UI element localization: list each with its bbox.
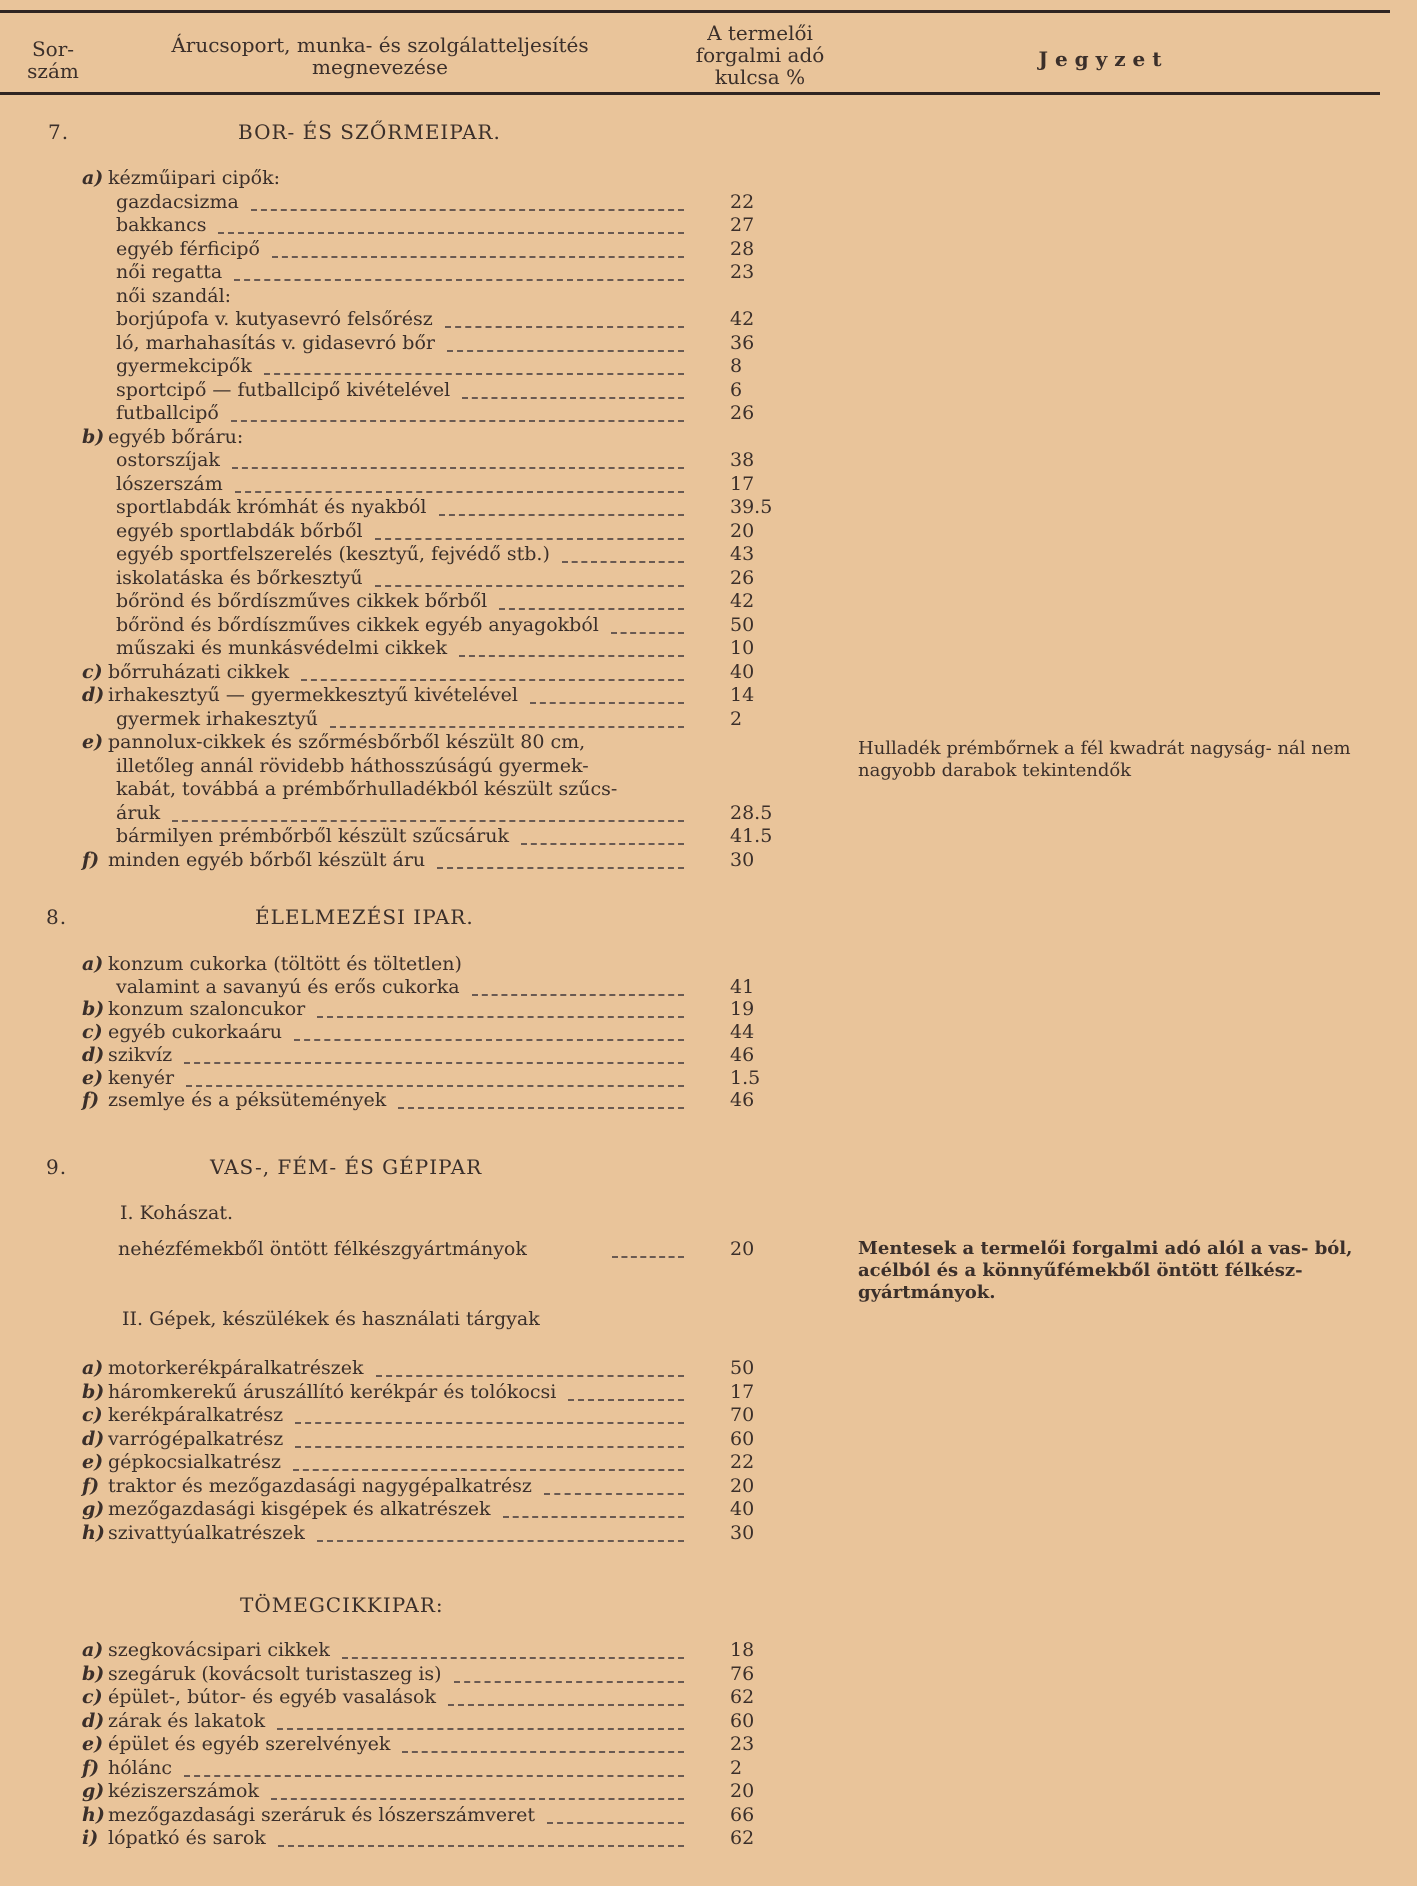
tomegcikk-row-value: 62 bbox=[730, 1686, 755, 1708]
tomegcikk-row-marker: d) bbox=[82, 1709, 105, 1732]
gepek-row-text: mezőgazdasági kisgépek és alkatrészek bbox=[108, 1498, 491, 1520]
bor-row-text: bőrönd és bőrdíszműves cikkek egyéb anyagokból bbox=[116, 613, 599, 636]
tomegcikk-row-leader bbox=[448, 1704, 684, 1706]
bor-row-label bbox=[116, 238, 260, 260]
tomegcikk-row-marker: h) bbox=[82, 1803, 105, 1826]
tomegcikk-row-leader bbox=[547, 1822, 684, 1824]
gepek-row-leader bbox=[376, 1375, 684, 1377]
elelmezes-row-value: 19 bbox=[730, 998, 755, 1021]
bor-row-value: 6 bbox=[730, 378, 743, 401]
gepek-row-text: szivattyúalkatrészek bbox=[108, 1521, 305, 1544]
tomegcikk-row-value: 66 bbox=[730, 1803, 755, 1826]
elelmezes-row-label bbox=[82, 1089, 386, 1111]
bor-row-label bbox=[116, 614, 599, 636]
tomegcikk-row-label bbox=[82, 1780, 259, 1802]
bor-row-text: női regatta bbox=[116, 261, 223, 283]
bor-row-leader bbox=[330, 726, 684, 728]
header-col-no-line2: szám bbox=[27, 59, 79, 83]
elelmezes-row-leader bbox=[317, 1016, 684, 1018]
tomegcikk-row-label bbox=[82, 1827, 266, 1849]
bor-row-label bbox=[116, 473, 223, 495]
bor-row-text: minden egyéb bőrből készült áru bbox=[108, 848, 426, 871]
bor-row-label bbox=[82, 167, 280, 189]
bor-row-leader bbox=[375, 585, 684, 587]
bor-row-text: irhakesztyű — gyermekkesztyű kivételével bbox=[108, 684, 518, 706]
gepek-row-value: 60 bbox=[730, 1427, 755, 1450]
elelmezes-row-marker: c) bbox=[82, 1021, 103, 1044]
bor-row-value: 17 bbox=[730, 472, 755, 495]
bor-row-value: 41.5 bbox=[730, 825, 773, 847]
bor-row-leader bbox=[301, 679, 684, 681]
elelmezes-row-label bbox=[116, 976, 460, 998]
tomegcikk-row-text: szegkovácsipari cikkek bbox=[108, 1639, 330, 1661]
header-col-desc bbox=[130, 34, 630, 78]
gepek-row-leader bbox=[503, 1516, 684, 1518]
tomegcikk-row-value: 62 bbox=[730, 1827, 755, 1849]
bor-row-leader bbox=[234, 279, 684, 281]
elelmezes-row-label bbox=[82, 1021, 282, 1043]
tomegcikk-row-text: szegáruk (kovácsolt turistaszeg is) bbox=[108, 1662, 442, 1685]
bor-row-text: áruk bbox=[116, 801, 161, 824]
tomegcikk-row-text: kéziszerszámok bbox=[108, 1780, 259, 1802]
header-col-desc-line1: Árucsoport, munka- és szolgálatteljesítés bbox=[171, 33, 589, 57]
bor-row-text: bármilyen prémbőrből készült szűcsáruk bbox=[116, 825, 509, 847]
bor-row-text: egyéb férficipő bbox=[116, 237, 260, 260]
bor-row-text: kézműipari cipők: bbox=[108, 167, 281, 189]
tomegcikk-row-leader bbox=[184, 1775, 684, 1777]
elelmezes-row-text: konzum szaloncukor bbox=[108, 998, 306, 1021]
gepek-row-label bbox=[82, 1475, 532, 1497]
bor-row-leader bbox=[437, 867, 684, 869]
bor-row-value: 26 bbox=[730, 566, 755, 589]
bor-row-text: illetőleg annál rövidebb háthosszúságú gyermek- bbox=[116, 754, 589, 777]
tomegcikk-row-label bbox=[82, 1639, 330, 1661]
bor-row-label bbox=[116, 637, 447, 659]
note-hulladek-prembor: Hulladék prémbőrnek a fél kwadrát nagyság- nál nem nagyobb darabok tekintendők bbox=[858, 738, 1351, 781]
bor-row-value: 43 bbox=[730, 543, 755, 565]
tomegcikk-row-value: 76 bbox=[730, 1662, 755, 1685]
bor-row-text: iskolatáska és bőrkesztyű bbox=[116, 566, 363, 589]
gepek-row-marker: c) bbox=[82, 1404, 103, 1426]
elelmezes-row-value: 1.5 bbox=[730, 1066, 761, 1089]
header-col-desc-line2: megnevezése bbox=[312, 55, 448, 79]
gepek-row-leader bbox=[317, 1540, 684, 1542]
tomegcikk-row-text: lópatkó és sarok bbox=[108, 1827, 266, 1849]
bor-row-text: gyermek irhakesztyű bbox=[116, 707, 318, 730]
bor-row-value: 26 bbox=[730, 402, 755, 424]
header-col-rate-line3: kulcsa % bbox=[714, 65, 806, 89]
bor-row-value: 28.5 bbox=[730, 801, 773, 824]
gepek-row-marker: b) bbox=[82, 1380, 105, 1403]
gepek-row-value: 30 bbox=[730, 1521, 755, 1544]
bor-row-label bbox=[116, 355, 252, 377]
elelmezes-row-text: konzum cukorka (töltött és töltetlen) bbox=[108, 953, 462, 975]
elelmezes-row-marker: e) bbox=[82, 1066, 104, 1089]
bor-row-text: bőrönd és bőrdíszműves cikkek bőrből bbox=[116, 590, 488, 612]
tomegcikk-row-leader bbox=[342, 1657, 684, 1659]
elelmezes-row-text: kenyér bbox=[108, 1066, 175, 1089]
tomegcikk-row-text: mezőgazdasági szeráruk és lószerszámveret bbox=[108, 1803, 536, 1826]
gepek-row-text: varrógépalkatrész bbox=[108, 1427, 284, 1450]
bor-row-label bbox=[116, 261, 222, 283]
elelmezes-row-leader bbox=[186, 1085, 684, 1087]
tomegcikk-row-marker: g) bbox=[82, 1780, 105, 1802]
gepek-row-marker: g) bbox=[82, 1498, 105, 1520]
section-8-number: 8. bbox=[46, 905, 68, 929]
gepek-row-value: 40 bbox=[730, 1498, 755, 1520]
bor-row-text: műszaki és munkásvédelmi cikkek bbox=[116, 637, 448, 659]
bor-row-text: egyéb sportfelszerelés (kesztyű, fejvédő stb.) bbox=[116, 543, 550, 565]
tomegcikk-row-label bbox=[82, 1804, 535, 1826]
bor-row-label bbox=[116, 708, 318, 730]
bor-row-label bbox=[116, 332, 435, 354]
gepek-row-leader bbox=[568, 1399, 684, 1401]
section-8-title: ÉLELMEZÉSI IPAR. bbox=[255, 905, 474, 929]
elelmezes-row-marker: f) bbox=[82, 1089, 100, 1112]
bor-row-text: női szandál: bbox=[116, 284, 232, 307]
elelmezes-row-marker: b) bbox=[82, 998, 105, 1021]
elelmezes-row-value: 46 bbox=[730, 1043, 755, 1066]
bor-row-label bbox=[116, 496, 427, 518]
bor-row-leader bbox=[611, 632, 684, 634]
bor-row-marker: d) bbox=[82, 684, 105, 706]
bor-row-text: futballcipő bbox=[116, 402, 219, 424]
gepek-row-label bbox=[82, 1451, 281, 1473]
bor-row-label bbox=[116, 191, 239, 213]
bor-row-value: 30 bbox=[730, 848, 755, 871]
bor-row-label bbox=[82, 661, 289, 683]
gepek-row-label bbox=[82, 1381, 556, 1403]
kohaszat-row-label: nehézfémekből öntött félkészgyártmányok bbox=[118, 1238, 527, 1260]
gepek-row-value: 17 bbox=[730, 1380, 755, 1403]
bor-row-label bbox=[116, 825, 509, 847]
tomegcikk-row-value: 23 bbox=[730, 1733, 755, 1755]
gepek-row-label bbox=[82, 1357, 364, 1379]
tomegcikk-row-marker: f) bbox=[82, 1756, 100, 1779]
bor-row-value: 23 bbox=[730, 261, 755, 283]
bor-row-label bbox=[116, 802, 160, 824]
bor-row-leader bbox=[530, 702, 684, 704]
gepek-row-value: 50 bbox=[730, 1357, 755, 1379]
bor-row-value: 22 bbox=[730, 190, 755, 213]
bor-row-label bbox=[116, 379, 450, 401]
bor-row-value: 50 bbox=[730, 613, 755, 636]
elelmezes-row-label bbox=[82, 998, 305, 1020]
tomegcikk-row-label bbox=[82, 1757, 172, 1779]
gepek-row-leader bbox=[295, 1422, 684, 1424]
gepek-row-value: 70 bbox=[730, 1404, 755, 1426]
gepek-row-label bbox=[82, 1428, 283, 1450]
bor-row-marker: f) bbox=[82, 848, 100, 871]
elelmezes-row-text: egyéb cukorkaáru bbox=[108, 1021, 282, 1044]
bor-row-text: lószerszám bbox=[116, 472, 223, 495]
tomegcikk-row-leader bbox=[402, 1751, 684, 1753]
bor-row-label bbox=[82, 684, 518, 706]
gepek-row-value: 22 bbox=[730, 1451, 755, 1473]
bor-row-leader bbox=[272, 256, 684, 258]
bor-row-label bbox=[116, 285, 231, 307]
bor-row-value: 40 bbox=[730, 660, 755, 683]
bor-row-leader bbox=[264, 373, 684, 375]
gepek-row-marker: e) bbox=[82, 1451, 104, 1473]
tomegcikk-row-label bbox=[82, 1686, 436, 1708]
bor-row-leader bbox=[521, 843, 684, 845]
bor-row-label bbox=[82, 426, 243, 448]
gepek-row-label bbox=[82, 1498, 491, 1520]
elelmezes-row-value: 46 bbox=[730, 1089, 755, 1112]
bor-row-value: 39.5 bbox=[730, 496, 773, 518]
elelmezes-row-text: szikvíz bbox=[108, 1043, 173, 1066]
gepek-row-text: motorkerékpáralkatrészek bbox=[108, 1357, 364, 1379]
bor-row-leader bbox=[459, 655, 684, 657]
bor-row-value: 20 bbox=[730, 519, 755, 542]
bor-row-text: ostorszíjak bbox=[116, 449, 220, 471]
bor-row-text: pannolux-cikkek és szőrmésbőrből készült 80 cm, bbox=[108, 731, 586, 753]
elelmezes-row-text: valamint a savanyú és erős cukorka bbox=[116, 975, 460, 998]
tomegcikk-row-leader bbox=[278, 1845, 684, 1847]
elelmezes-row-leader bbox=[294, 1039, 684, 1041]
gepek-row-label bbox=[82, 1522, 305, 1544]
elelmezes-row-leader bbox=[184, 1062, 684, 1064]
gepek-row-leader bbox=[293, 1469, 684, 1471]
tomegcikk-row-leader bbox=[271, 1798, 684, 1800]
header-col-rate-line2: forgalmi adó bbox=[695, 43, 825, 67]
section-7-number: 7. bbox=[48, 120, 70, 144]
tomegcikk-row-value: 20 bbox=[730, 1780, 755, 1802]
bor-row-leader bbox=[445, 326, 684, 328]
bor-row-leader bbox=[499, 608, 684, 610]
bor-row-text: egyéb sportlabdák bőrből bbox=[116, 519, 363, 542]
gepek-row-marker: a) bbox=[82, 1357, 104, 1379]
tomegcikk-row-value: 18 bbox=[730, 1639, 755, 1661]
bor-row-label bbox=[116, 567, 363, 589]
tomegcikk-row-leader bbox=[277, 1728, 684, 1730]
bor-row-text: borjúpofa v. kutyasevró felsőrész bbox=[116, 308, 433, 330]
gepek-row-leader bbox=[295, 1446, 684, 1448]
bor-row-value: 2 bbox=[730, 707, 743, 730]
bor-row-marker: b) bbox=[82, 425, 105, 448]
bor-row-label bbox=[116, 590, 487, 612]
section-7-title: BOR- ÉS SZŐRMEIPAR. bbox=[238, 120, 501, 144]
header-col-no-line1: Sor- bbox=[31, 37, 75, 61]
gepek-row-text: traktor és mezőgazdasági nagygépalkatrész bbox=[108, 1474, 532, 1497]
section-9-title: VAS-, FÉM- ÉS GÉPIPAR bbox=[210, 1155, 483, 1179]
bor-row-value: 10 bbox=[730, 637, 755, 659]
tomegcikk-row-text: épület és egyéb szerelvények bbox=[108, 1733, 391, 1755]
elelmezes-row-value: 41 bbox=[730, 975, 755, 998]
bor-row-value: 8 bbox=[730, 355, 743, 377]
gepek-row-text: gépkocsialkatrész bbox=[108, 1451, 281, 1473]
section-9-subtitle-gepek: II. Gépek, készülékek és használati tárgyak bbox=[122, 1308, 540, 1330]
bor-row-label bbox=[116, 755, 589, 777]
elelmezes-row-label bbox=[82, 953, 462, 975]
bor-row-leader bbox=[447, 350, 684, 352]
bor-row-text: egyéb bőráru: bbox=[108, 425, 244, 448]
gepek-row-marker: h) bbox=[82, 1521, 105, 1544]
tomegcikk-row-text: zárak és lakatok bbox=[108, 1709, 266, 1732]
gepek-row-label bbox=[82, 1404, 283, 1426]
bor-row-text: gazdacsizma bbox=[116, 190, 239, 213]
gepek-row-marker: d) bbox=[82, 1427, 105, 1450]
tomegcikk-row-leader bbox=[454, 1681, 684, 1683]
header-col-note: J e g y z e t bbox=[1038, 47, 1162, 71]
gepek-row-marker: f) bbox=[82, 1474, 100, 1497]
tomegcikk-row-marker: c) bbox=[82, 1686, 103, 1708]
bor-row-leader bbox=[172, 820, 684, 822]
elelmezes-row-marker: a) bbox=[82, 953, 104, 975]
bor-row-marker: a) bbox=[82, 167, 104, 189]
tomegcikk-row-value: 60 bbox=[730, 1709, 755, 1732]
bor-row-label bbox=[116, 778, 617, 800]
elelmezes-row-label bbox=[82, 1044, 172, 1066]
elelmezes-row-marker: d) bbox=[82, 1043, 105, 1066]
bor-row-value: 42 bbox=[730, 308, 755, 330]
bor-row-value: 42 bbox=[730, 590, 755, 612]
bor-row-text: gyermekcipők bbox=[116, 355, 252, 377]
bor-row-label bbox=[116, 402, 219, 424]
header-col-rate-line1: A termelői bbox=[707, 21, 813, 45]
top-rule bbox=[0, 10, 1390, 13]
tomegcikk-row-marker: e) bbox=[82, 1733, 104, 1755]
gepek-row-text: kerékpáralkatrész bbox=[108, 1404, 284, 1426]
section-9-subtitle-kohaszat: I. Kohászat. bbox=[120, 1202, 234, 1224]
bor-row-marker: e) bbox=[82, 731, 104, 753]
elelmezes-row-label bbox=[82, 1067, 174, 1089]
bor-row-leader bbox=[462, 397, 684, 399]
gepek-row-value: 20 bbox=[730, 1474, 755, 1497]
elelmezes-row-value: 44 bbox=[730, 1021, 755, 1044]
bor-row-label bbox=[116, 214, 206, 236]
header-col-no bbox=[18, 38, 88, 82]
bor-row-text: ló, marhahasítás v. gidasevró bőr bbox=[116, 331, 435, 354]
bor-row-leader bbox=[375, 538, 684, 540]
bor-row-label bbox=[116, 543, 550, 565]
tomegcikk-row-label bbox=[82, 1710, 265, 1732]
bor-row-leader bbox=[218, 232, 684, 234]
bor-row-text: sportcipő — futballcipő kivételével bbox=[116, 378, 451, 401]
bor-row-text: kabát, továbbá a prémbőrhulladékból készült szűcs- bbox=[116, 778, 618, 800]
bor-row-value: 38 bbox=[730, 449, 755, 471]
tomegcikk-row-marker: a) bbox=[82, 1639, 104, 1661]
section-9-number: 9. bbox=[46, 1155, 68, 1179]
bor-row-value: 27 bbox=[730, 214, 755, 236]
bor-row-label bbox=[116, 449, 220, 471]
tomegcikk-row-label bbox=[82, 1733, 390, 1755]
bor-row-label bbox=[116, 308, 433, 330]
bor-row-leader bbox=[231, 420, 684, 422]
bor-row-leader bbox=[251, 209, 684, 211]
elelmezes-row-leader bbox=[398, 1107, 684, 1109]
bor-row-label bbox=[82, 731, 585, 753]
tomegcikk-row-text: hólánc bbox=[108, 1756, 172, 1779]
tomegcikk-row-marker: b) bbox=[82, 1662, 105, 1685]
note-mentesek: Mentesek a termelői forgalmi adó alól a vas- ból, acélból és a könnyűfémekből öntött félkész- gyártmányok. bbox=[858, 1238, 1353, 1303]
elelmezes-row-text: zsemlye és a péksütemények bbox=[108, 1089, 387, 1112]
bor-row-leader bbox=[439, 514, 685, 516]
bor-row-leader bbox=[235, 491, 684, 493]
kohaszat-row-value: 20 bbox=[730, 1238, 755, 1260]
gepek-row-text: háromkerekű áruszállító kerékpár és tolókocsi bbox=[108, 1380, 557, 1403]
bor-row-text: bakkancs bbox=[116, 214, 207, 236]
header-col-rate bbox=[680, 22, 840, 88]
bor-row-leader bbox=[562, 561, 684, 563]
header-bottom-rule bbox=[0, 92, 1380, 95]
bor-row-marker: c) bbox=[82, 660, 103, 683]
bor-row-label bbox=[116, 520, 363, 542]
tomegcikk-row-text: épület-, bútor- és egyéb vasalások bbox=[108, 1686, 436, 1708]
section-9-subtitle-tomegcikk: TÖMEGCIKKIPAR: bbox=[240, 1593, 444, 1617]
bor-row-leader bbox=[232, 467, 684, 469]
elelmezes-row-leader bbox=[472, 994, 684, 996]
bor-row-value: 36 bbox=[730, 331, 755, 354]
kohaszat-row-leader bbox=[612, 1256, 684, 1258]
bor-row-label bbox=[82, 849, 425, 871]
bor-row-value: 14 bbox=[730, 684, 755, 706]
tomegcikk-row-value: 2 bbox=[730, 1756, 743, 1779]
tomegcikk-row-marker: i) bbox=[82, 1827, 99, 1849]
tomegcikk-row-label bbox=[82, 1663, 442, 1685]
bor-row-text: bőrruházati cikkek bbox=[108, 660, 290, 683]
bor-row-text: sportlabdák krómhát és nyakból bbox=[116, 496, 427, 518]
gepek-row-leader bbox=[544, 1493, 684, 1495]
bor-row-value: 28 bbox=[730, 237, 755, 260]
